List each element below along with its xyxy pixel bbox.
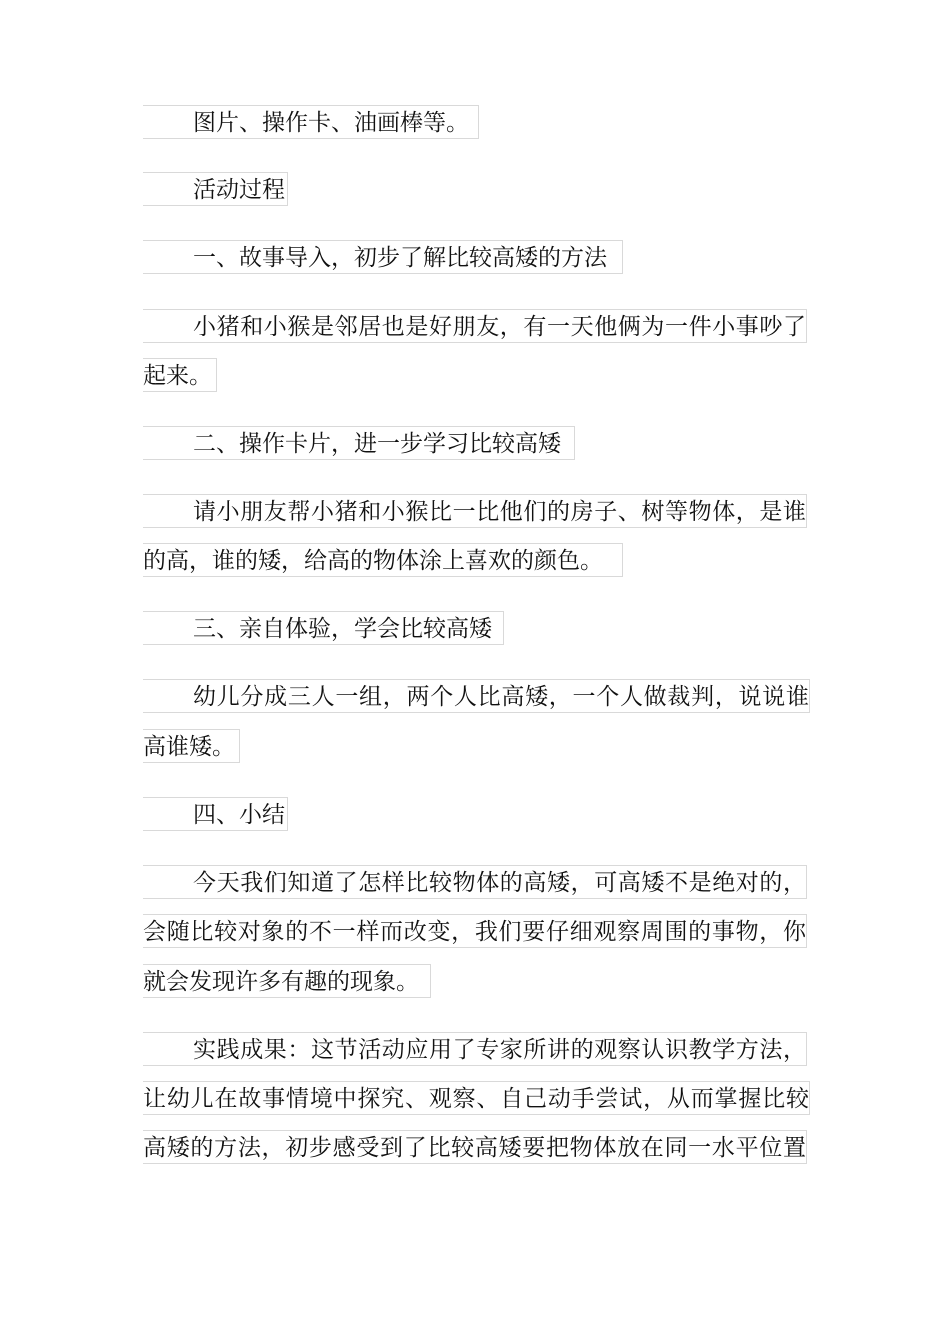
section-heading-1: 一、故事导入，初步了解比较高矮的方法: [143, 240, 623, 274]
paragraph-5-line-2: 让幼儿在故事情境中探究、观察、自己动手尝试，从而掌握比较: [143, 1081, 810, 1115]
paragraph-4-line-3: 就会发现许多有趣的现象。: [143, 964, 431, 998]
paragraph-4-line-1: 今天我们知道了怎样比较物体的高矮，可高矮不是绝对的，: [143, 865, 807, 899]
paragraph-3-line-2: 高谁矮。: [143, 729, 240, 763]
paragraph-5-line-1: 实践成果：这节活动应用了专家所讲的观察认识教学方法，: [143, 1032, 807, 1066]
section-heading-4: 四、小结: [143, 797, 288, 831]
paragraph-1-line-2: 起来。: [143, 358, 217, 392]
section-heading-2: 二、操作卡片，进一步学习比较高矮: [143, 426, 575, 460]
materials-line: 图片、操作卡、油画棒等。: [143, 105, 479, 139]
paragraph-2-line-1: 请小朋友帮小猪和小猴比一比他们的房子、树等物体，是谁: [143, 494, 807, 528]
paragraph-1-line-1: 小猪和小猴是邻居也是好朋友，有一天他俩为一件小事吵了: [143, 309, 807, 343]
section-heading-activity-process: 活动过程: [143, 172, 288, 206]
paragraph-5-line-3: 高矮的方法，初步感受到了比较高矮要把物体放在同一水平位置: [143, 1130, 807, 1164]
paragraph-3-line-1: 幼儿分成三人一组，两个人比高矮，一个人做裁判，说说谁: [143, 679, 810, 713]
paragraph-4-line-2: 会随比较对象的不一样而改变，我们要仔细观察周围的事物，你: [143, 914, 807, 948]
section-heading-3: 三、亲自体验，学会比较高矮: [143, 611, 504, 645]
paragraph-2-line-2: 的高，谁的矮，给高的物体涂上喜欢的颜色。: [143, 543, 623, 577]
